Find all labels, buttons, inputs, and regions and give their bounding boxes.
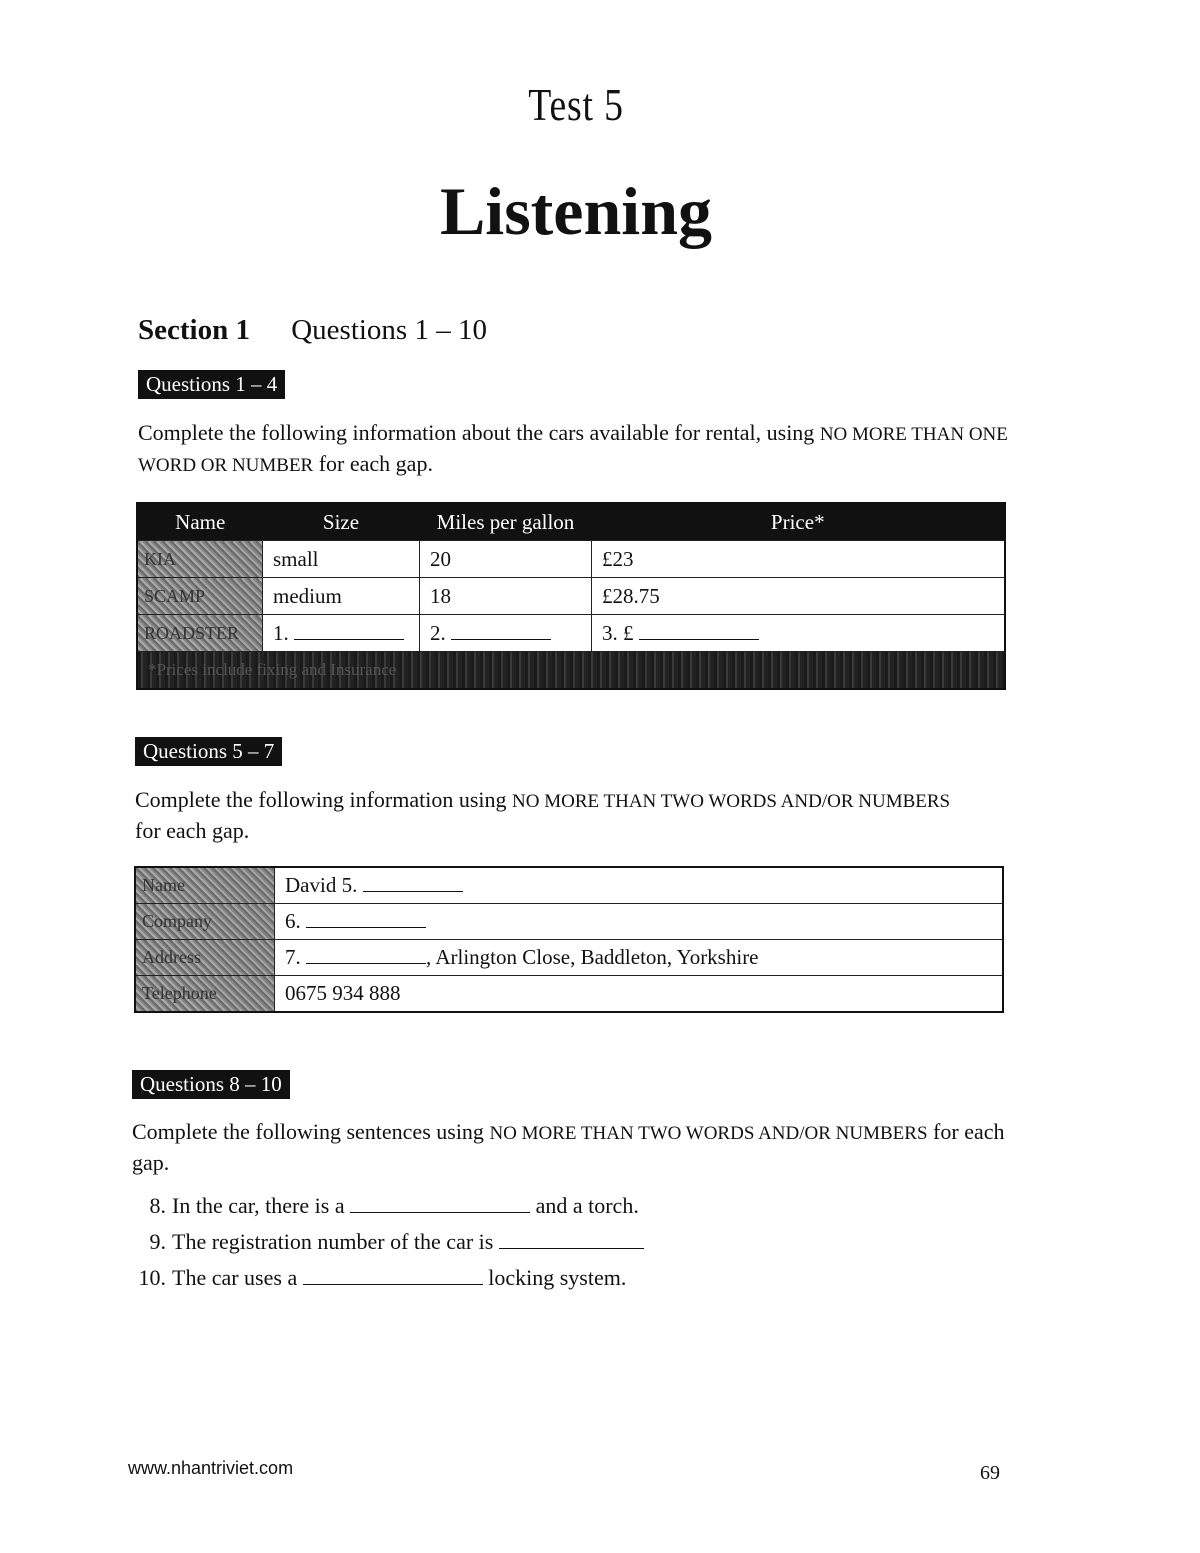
- answer-blank-7[interactable]: [306, 962, 426, 964]
- sentence-start: The registration number of the car is: [172, 1229, 494, 1254]
- page-title: Listening: [439, 173, 713, 249]
- sentence-end: locking system.: [488, 1265, 627, 1290]
- table-row: [137, 615, 1005, 652]
- answer-blank-10[interactable]: [303, 1283, 483, 1285]
- answer-blank-5[interactable]: [363, 890, 463, 892]
- column-header-size: Size: [263, 503, 420, 541]
- field-value-name: [275, 867, 1004, 904]
- car-mpg: 18: [420, 578, 592, 615]
- answer-blank-2[interactable]: [451, 638, 551, 640]
- column-header-mpg: Miles per gallon: [420, 503, 592, 541]
- section-heading: [138, 314, 487, 347]
- questions-5-7-label: Questions 5 – 7: [135, 737, 282, 766]
- gap-number: 1.: [273, 620, 289, 645]
- instruction-text-end: for each gap.: [135, 818, 250, 843]
- instruction-text: Complete the following information about the cars available for rental, using: [138, 420, 820, 445]
- instruction-text-end: for each gap.: [132, 1119, 1005, 1175]
- car-rental-table: [136, 502, 1006, 690]
- gap-number: 2.: [430, 620, 446, 645]
- table-row: [135, 867, 1003, 904]
- page-number: 69: [980, 1462, 1000, 1484]
- answer-blank-9[interactable]: [499, 1247, 644, 1249]
- sentence-end: and a torch.: [535, 1193, 639, 1218]
- instruction-text-end: for each gap.: [313, 451, 433, 476]
- item-number: 8.: [149, 1193, 166, 1218]
- questions-8-10-label: Questions 8 – 10: [132, 1070, 290, 1099]
- questions-1-4-label: Questions 1 – 4: [138, 370, 285, 399]
- car-price: £23: [592, 541, 1006, 578]
- car-price: £28.75: [592, 578, 1006, 615]
- answer-blank-8[interactable]: [350, 1211, 530, 1213]
- sentence-start: The car uses a: [172, 1265, 298, 1290]
- part3-instruction: [132, 1117, 1007, 1177]
- field-label: Telephone: [135, 976, 275, 1013]
- column-header-name: Name: [137, 503, 263, 541]
- field-value-address: [275, 940, 1004, 976]
- list-item: [130, 1224, 644, 1260]
- part2-instruction: [135, 785, 955, 845]
- answer-blank-6[interactable]: [306, 926, 426, 928]
- address-text: , Arlington Close, Baddleton, Yorkshire: [426, 945, 759, 969]
- instruction-caps: NO MORE THAN ONE WORD OR NUMBER: [138, 424, 1008, 476]
- section-range: Questions 1 – 10: [291, 314, 487, 346]
- field-value-telephone: 0675 934 888: [275, 976, 1004, 1013]
- answer-blank-3[interactable]: [639, 638, 759, 640]
- field-label: Address: [135, 940, 275, 976]
- gap-number: 7.: [285, 945, 301, 969]
- sentence-start: In the car, there is a: [172, 1193, 345, 1218]
- gap-cell-3: [592, 615, 1006, 652]
- car-size: medium: [263, 578, 420, 615]
- table-row: [135, 940, 1003, 976]
- gap-number: 3. £: [602, 620, 634, 645]
- table-header-row: [137, 503, 1005, 541]
- item-number: 9.: [149, 1229, 166, 1254]
- car-name: SCAMP: [137, 578, 263, 615]
- instruction-text: Complete the following sentences using: [132, 1119, 490, 1144]
- list-item: [130, 1260, 644, 1296]
- gap-cell-2: [420, 615, 592, 652]
- field-label: Company: [135, 904, 275, 940]
- table-row: [137, 578, 1005, 615]
- price-note: *Prices include fixing and Insurance: [137, 652, 1005, 690]
- table-row: [135, 976, 1003, 1013]
- sentence-list: [130, 1188, 644, 1296]
- gap-number: David 5.: [285, 873, 358, 897]
- table-row: [137, 541, 1005, 578]
- gap-cell-1: [263, 615, 420, 652]
- field-value-company: [275, 904, 1004, 940]
- field-label: Name: [135, 867, 275, 904]
- column-header-price: Price*: [592, 503, 1006, 541]
- instruction-text: Complete the following information using: [135, 787, 513, 812]
- personal-details-table: [134, 866, 1004, 1013]
- table-note-row: [137, 652, 1005, 690]
- instruction-caps: NO MORE THAN TWO WORDS AND/OR NUMBERS: [489, 1123, 928, 1144]
- test-title: Test 5: [528, 79, 624, 130]
- instruction-caps: NO MORE THAN TWO WORDS AND/OR NUMBERS: [512, 791, 951, 812]
- list-item: [130, 1188, 644, 1224]
- part1-instruction: [138, 418, 1008, 480]
- footer-url: www.nhantriviet.com: [128, 1458, 294, 1478]
- item-number: 10.: [138, 1265, 166, 1290]
- car-name: KIA: [137, 541, 263, 578]
- table-row: [135, 904, 1003, 940]
- car-mpg: 20: [420, 541, 592, 578]
- car-size: small: [263, 541, 420, 578]
- gap-number: 6.: [285, 909, 301, 933]
- section-label: Section 1: [138, 314, 250, 346]
- car-name: ROADSTER: [137, 615, 263, 652]
- answer-blank-1[interactable]: [294, 638, 404, 640]
